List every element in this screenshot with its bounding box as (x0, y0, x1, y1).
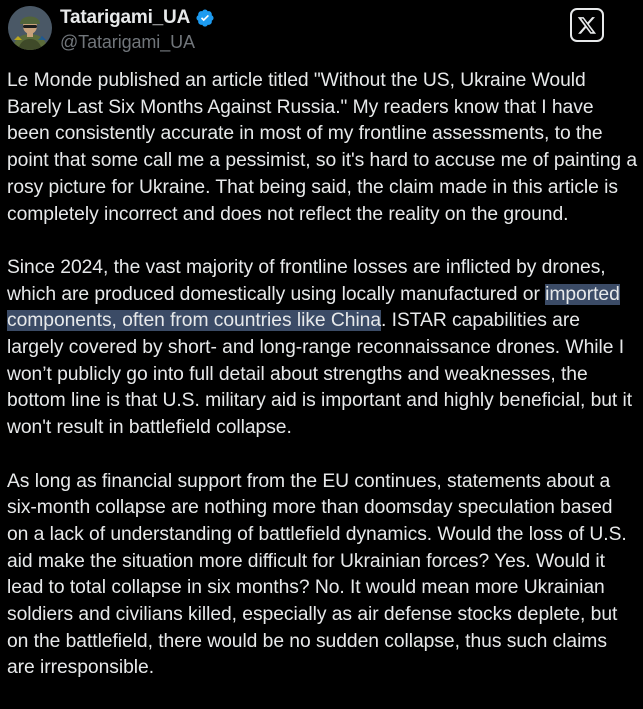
x-logo-icon (577, 15, 597, 35)
avatar[interactable] (8, 6, 52, 50)
post-text (7, 68, 639, 709)
soldier-avatar-icon (8, 6, 52, 50)
selected-text-highlight[interactable]: imported components, often from countries like China (7, 283, 620, 332)
post-paragraph-2 (7, 255, 639, 442)
post-paragraph-1: Le Monde published an article titled "Without the US, Ukraine Would Barely Last Six Months Against Russia." My readers know that I have been consistently accurate in most of my frontline assessments, to the point that some call me a pessimist, so it's hard to accuse me of painting a rosy picture for Ukraine. That being said, the claim made in this article is completely incorrect and does not reflect the reality on the ground. (7, 70, 638, 225)
post-header (0, 0, 643, 62)
x-logo-button[interactable] (570, 8, 604, 42)
paragraph-2-end: . ISTAR capabilities are largely covered by short- and long-range reconnaissance drones. While I won’t publicly go into full detail about strengths and weaknesses, the bottom line is that U.S. military aid is important and highly beneficial, but it won't result in battlefield collapse. (7, 310, 633, 439)
verified-badge-icon (195, 8, 215, 28)
paragraph-2-start: Since 2024, the vast majority of frontline losses are inflicted by drones, which are produced domestically using locally manufactured or (7, 256, 606, 305)
display-name[interactable]: Tatarigami_UA (60, 7, 191, 28)
handle[interactable]: @Tatarigami_UA (60, 32, 195, 52)
post-paragraph-3: As long as financial support from the EU continues, statements about a six-month collapse are nothing more than doomsday speculation based on a lack of understanding of battlefield dynamics. Would the loss of U.S. aid make the situation more difficult for Ukrainian forces? Yes. Would it lead to total collapse in six months? No. It would mean more Ukrainian soldiers and civilians killed, especially as air defense stocks deplete, but on the battlefield, there would be no sudden collapse, thus such claims are irresponsible. (7, 470, 627, 679)
name-row (60, 6, 215, 30)
author-info (60, 6, 215, 53)
